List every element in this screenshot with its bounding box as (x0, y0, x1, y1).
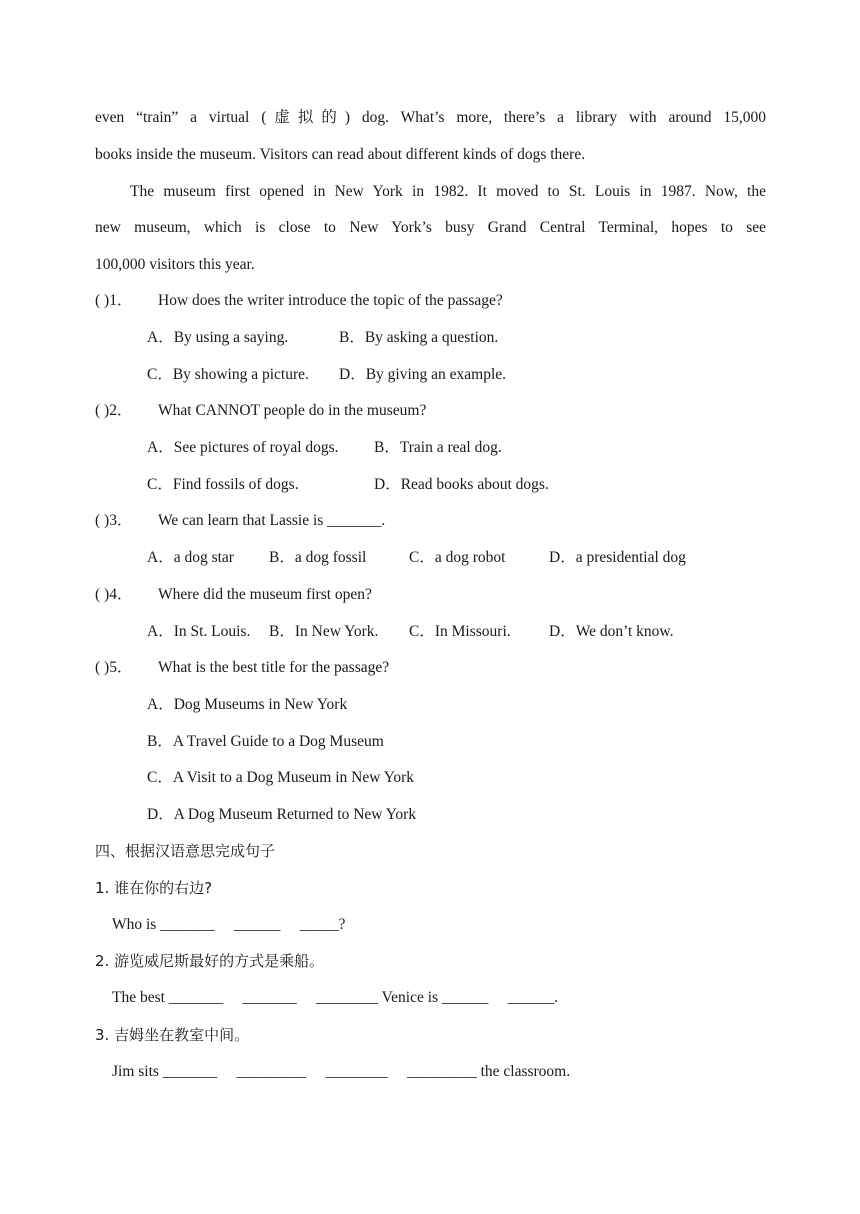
item-1-chinese: 1. 谁在你的右边? (95, 879, 213, 897)
option-4c: C．In Missouri. (409, 623, 511, 640)
passage-line-1: even “train” a virtual (虚拟的) dog. What’s more, there’s a library with around 15,000 (95, 109, 766, 126)
option-5c: C．A Visit to a Dog Museum in New York (147, 769, 415, 786)
option-1d: D．By giving an example. (339, 366, 507, 383)
question-5 (95, 657, 766, 679)
question-2 (95, 400, 766, 422)
option-4d: D．We don’t know. (549, 623, 674, 640)
option-1b: B．By asking a question. (339, 329, 499, 346)
option-2c: C．Find fossils of dogs. (147, 476, 299, 493)
item-3-english: Jim sits _______ _________ ________ _________ the classroom. (112, 1063, 571, 1080)
question-2-options-row-1 (147, 437, 818, 459)
question-1-options-row-1 (147, 327, 818, 349)
question-4-text: Where did the museum first open? (158, 586, 372, 603)
question-1-number: ( )1． (95, 292, 133, 309)
item-2-english: The best _______ _______ ________ Venice is ______ ______. (112, 989, 559, 1006)
option-4b: B．In New York. (269, 623, 379, 640)
question-2-options-row-2 (147, 474, 818, 496)
passage-line-3-text: The museum first opened in New York in 1982. It moved to St. Louis in 1987. Now, the (130, 183, 766, 200)
option-5a: A．Dog Museums in New York (147, 696, 348, 713)
option-1a: A．By using a saying. (147, 329, 289, 346)
question-4-number: ( )4． (95, 586, 133, 603)
item-2-chinese: 2. 游览威尼斯最好的方式是乘船。 (95, 952, 325, 970)
question-1-text: How does the writer introduce the topic of the passage? (158, 292, 503, 309)
option-3a: A．a dog star (147, 549, 234, 566)
passage-line-3 (95, 181, 766, 203)
question-3-text: We can learn that Lassie is _______. (158, 512, 386, 529)
question-5-number: ( )5． (95, 659, 133, 676)
passage-line-5: 100,000 visitors this year. (95, 256, 255, 273)
passage-line-2: books inside the museum. Visitors can read about different kinds of dogs there. (95, 146, 586, 163)
option-1c: C．By showing a picture. (147, 366, 309, 383)
option-3b: B．a dog fossil (269, 549, 367, 566)
question-2-number: ( )2． (95, 402, 133, 419)
question-3-options-row (147, 547, 818, 569)
question-1 (95, 290, 766, 312)
item-1-english: Who is _______ ______ _____? (112, 916, 346, 933)
option-2d: D．Read books about dogs. (374, 476, 549, 493)
question-3 (95, 510, 766, 532)
question-1-options-row-2 (147, 364, 818, 386)
option-5d: D．A Dog Museum Returned to New York (147, 806, 417, 823)
section-4-heading: 四、根据汉语意思完成句子 (95, 842, 276, 860)
option-2b: B．Train a real dog. (374, 439, 502, 456)
option-5b: B．A Travel Guide to a Dog Museum (147, 733, 384, 750)
question-4-options-row (147, 621, 818, 643)
question-3-number: ( )3． (95, 512, 133, 529)
option-2a: A．See pictures of royal dogs. (147, 439, 339, 456)
item-3-chinese: 3. 吉姆坐在教室中间。 (95, 1026, 250, 1044)
option-3d: D．a presidential dog (549, 549, 686, 566)
option-4a: A．In St. Louis. (147, 623, 251, 640)
question-5-text: What is the best title for the passage? (158, 659, 390, 676)
option-3c: C．a dog robot (409, 549, 506, 566)
passage-line-4: new museum, which is close to New York’s busy Grand Central Terminal, hopes to see (95, 219, 766, 236)
question-4 (95, 584, 766, 606)
question-2-text: What CANNOT people do in the museum? (158, 402, 427, 419)
